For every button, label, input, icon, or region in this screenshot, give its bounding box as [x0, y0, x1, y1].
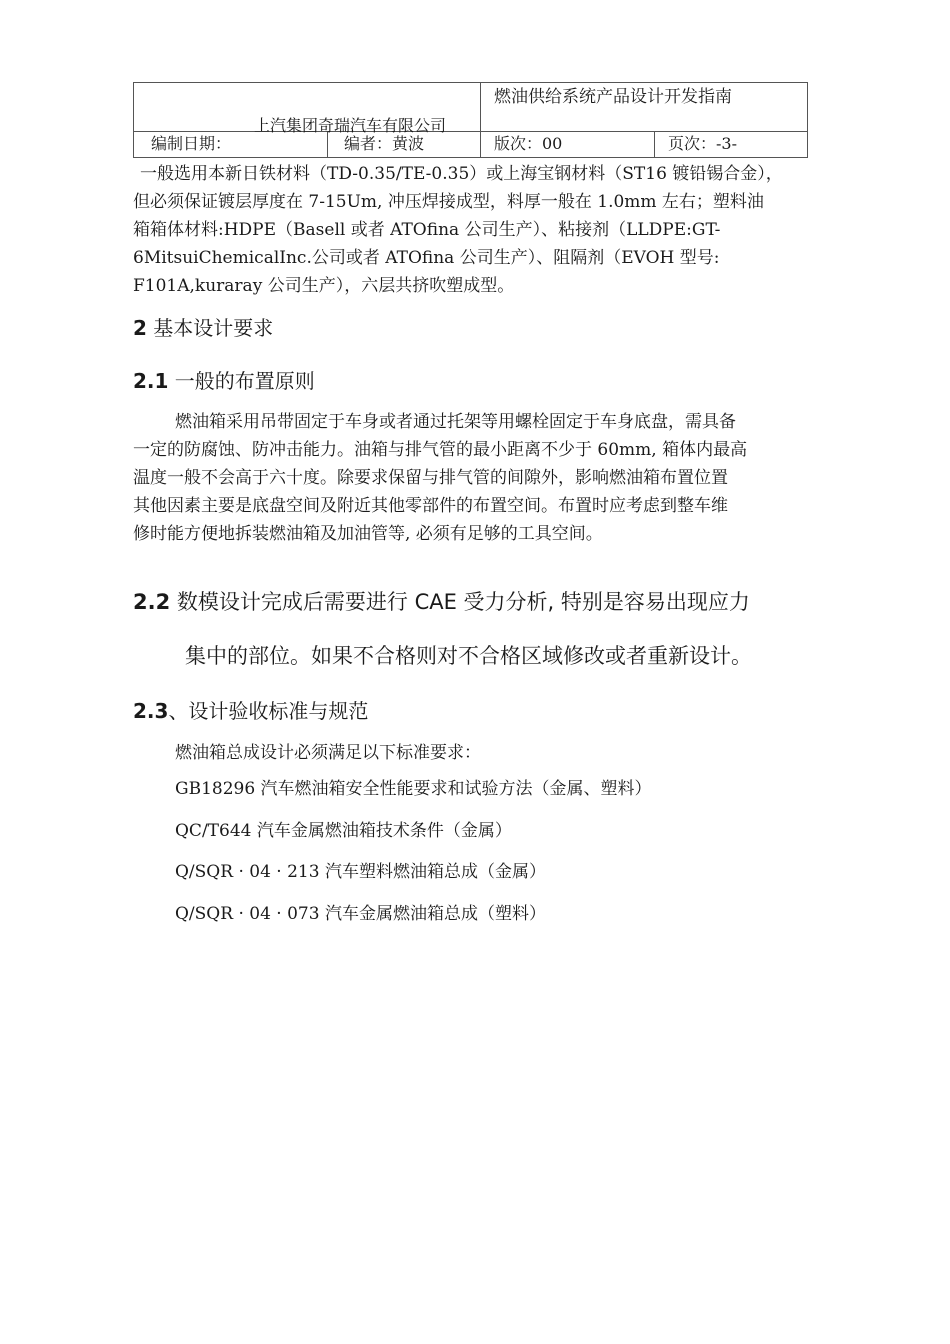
subsection-title-continued: 集中的部位。如果不合格则对不合格区域修改或者重新设计。: [185, 644, 752, 668]
subsection-title: 一般的布置原则: [174, 369, 315, 393]
intro-line: 但必须保证镀层厚度在 7-15Um, 冲压焊接成型，料厚一般在 1.0mm 左右；塑料油: [133, 192, 764, 212]
subsection-number: 2.2: [133, 590, 171, 614]
version-label: 版次：00: [494, 134, 563, 153]
subsection-heading: [133, 698, 368, 724]
body-line: 燃油箱采用吊带固定于车身或者通过托架等用螺栓固定于车身底盘，需具备: [175, 412, 736, 432]
header-divider: [654, 131, 655, 157]
body-line: 修时能方便地拆装燃油箱及加油管等, 必须有足够的工具空间。: [133, 524, 603, 544]
body-line: 温度一般不会高于六十度。除要求保留与排气管的间隙外，影响燃油箱布置位置: [133, 468, 728, 488]
subsection-title: 数模设计完成后需要进行 CAE 受力分析, 特别是容易出现应力: [176, 590, 750, 614]
header-divider: [134, 131, 807, 132]
company-name: 上汽集团奇瑞汽车有限公司: [254, 116, 447, 135]
standard-item: Q/SQR · 04 · 073 汽车金属燃油箱总成（塑料）: [175, 904, 546, 924]
doc-title: 燃油供给系统产品设计开发指南: [494, 87, 732, 107]
header-divider: [480, 83, 481, 157]
subsection-heading: [133, 368, 315, 394]
subsection-number: 2.1: [133, 369, 169, 393]
author-label: 编者：黄波: [344, 134, 425, 153]
subsection-number: 2.3: [133, 699, 169, 723]
body-line: 其他因素主要是底盘空间及附近其他零部件的布置空间。布置时应考虑到整车维: [133, 496, 728, 516]
standard-item: QC/T644 汽车金属燃油箱技术条件（金属）: [175, 821, 512, 841]
section-number: 2: [133, 316, 147, 340]
subsection-heading: [133, 588, 750, 616]
intro-line: 6MitsuiChemicalInc.公司或者 ATOfina 公司生产）、阻隔剂（EVOH 型号:: [133, 248, 720, 268]
intro-line: 箱箱体材料:HDPE（Basell 或者 ATOfina 公司生产）、粘接剂（LLDPE:GT-: [133, 220, 721, 240]
standard-item: GB18296 汽车燃油箱安全性能要求和试验方法（金属、塑料）: [175, 779, 652, 799]
header-table: [133, 82, 808, 158]
intro-line: F101A,kuraray 公司生产），六层共挤吹塑成型。: [133, 276, 515, 296]
body-line: 一定的防腐蚀、防冲击能力。油箱与排气管的最小距离不少于 60mm, 箱体内最高: [133, 440, 748, 460]
page-label: 页次：-3-: [668, 134, 737, 153]
section-title: 基本设计要求: [153, 316, 274, 340]
section-heading: [133, 315, 273, 341]
subsection-title: 、设计验收标准与规范: [168, 699, 369, 723]
standards-intro: 燃油箱总成设计必须满足以下标准要求：: [175, 743, 481, 763]
standard-item: Q/SQR · 04 · 213 汽车塑料燃油箱总成（金属）: [175, 862, 546, 882]
date-label: 编制日期：: [151, 134, 232, 153]
intro-line: 一般选用本新日铁材料（TD-0.35/TE-0.35）或上海宝钢材料（ST16 镀铅锡合金），: [140, 164, 783, 184]
